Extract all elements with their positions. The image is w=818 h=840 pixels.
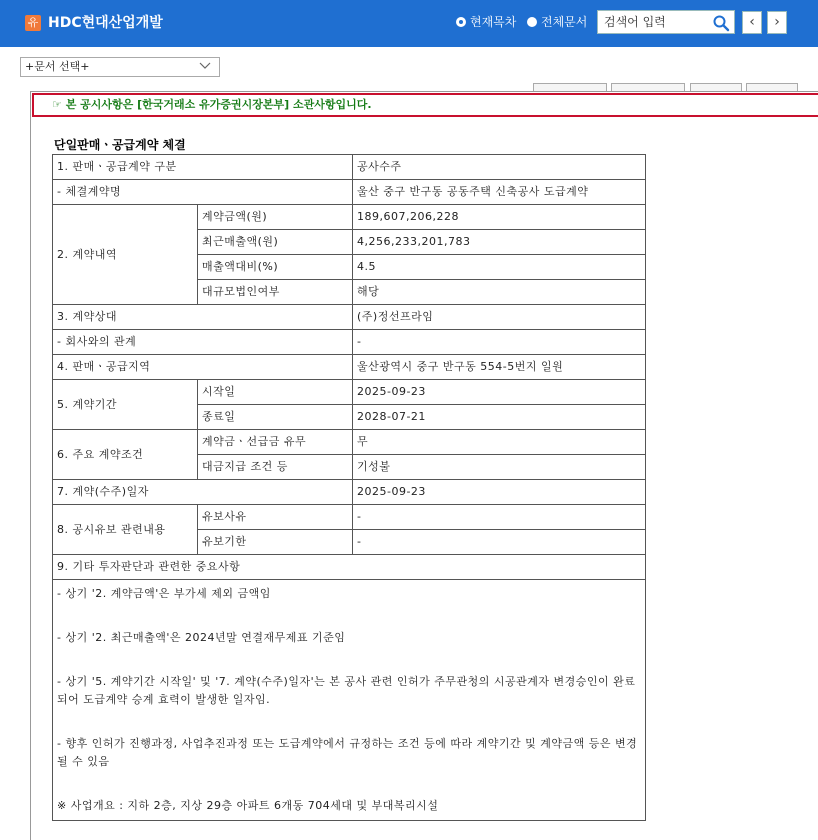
scope-all-radio[interactable] — [527, 13, 587, 30]
row-value: 울산광역시 중구 반구동 554-5번지 일원 — [353, 355, 646, 380]
row-sublabel: 계약금ㆍ선급금 유무 — [198, 430, 353, 455]
row-value: 기성불 — [353, 455, 646, 480]
table-row — [53, 305, 646, 330]
note-text: - 향후 인허가 진행과정, 사업추진과정 또는 도급계약에서 규정하는 조건 등에 따라 계약기간 및 계약금액 등은 변경될 수 있음 — [57, 737, 638, 768]
row-sublabel: 유보기한 — [198, 530, 353, 555]
table-row — [53, 155, 646, 180]
note-text: - 상기 '5. 계약기간 시작일' 및 '7. 계약(수주)일자'는 본 공사 관련 인허가 주무관청의 시공관계자 변경승인이 완료되어 도급계약 승계 효력이 발생한 일자임. — [57, 675, 636, 706]
table-row — [53, 355, 646, 380]
document-frame — [30, 91, 818, 840]
row-value: 울산 중구 반구동 공동주택 신축공사 도급계약 — [353, 180, 646, 205]
document-select[interactable] — [20, 57, 220, 77]
row-label: 1. 판매ㆍ공급계약 구분 — [53, 155, 353, 180]
note-text: - 상기 '2. 계약금액'은 부가세 제외 금액임 — [57, 587, 271, 600]
radio-selected-icon — [456, 17, 466, 27]
notes-cell — [53, 580, 646, 821]
table-row — [53, 555, 646, 580]
row-value: - — [353, 505, 646, 530]
row-sublabel: 계약금액(원) — [198, 205, 353, 230]
row-sublabel: 최근매출액(원) — [198, 230, 353, 255]
row-label: 9. 기타 투자판단과 관련한 중요사항 — [53, 555, 646, 580]
row-value: - — [353, 330, 646, 355]
scope-current-radio[interactable] — [456, 13, 516, 30]
row-value: 189,607,206,228 — [353, 205, 646, 230]
row-value: (주)정선프라임 — [353, 305, 646, 330]
company-title: HDC현대산업개발 — [48, 15, 163, 31]
row-label: 7. 계약(수주)일자 — [53, 480, 353, 505]
logo-icon: 유 — [25, 15, 41, 31]
row-label: 3. 계약상대 — [53, 305, 353, 330]
next-result-button[interactable]: › — [767, 11, 787, 34]
row-label: 4. 판매ㆍ공급지역 — [53, 355, 353, 380]
note-text: - 상기 '2. 최근매출액'은 2024년말 연결재무제표 기준임 — [57, 631, 346, 644]
table-row — [53, 580, 646, 821]
note-text: ※ 사업개요 : 지하 2층, 지상 29층 아파트 6개동 704세대 및 부대복리시설 — [57, 799, 439, 812]
disclosure-table — [52, 154, 646, 821]
table-row — [53, 205, 646, 230]
search-input[interactable] — [604, 13, 708, 31]
row-label: 2. 계약내역 — [53, 205, 198, 305]
search-box — [597, 10, 735, 34]
row-value: 2028-07-21 — [353, 405, 646, 430]
table-row — [53, 330, 646, 355]
row-sublabel: 매출액대비(%) — [198, 255, 353, 280]
chevron-down-icon — [199, 61, 211, 71]
table-row — [53, 480, 646, 505]
row-value: 2025-09-23 — [353, 480, 646, 505]
row-sublabel: 시작일 — [198, 380, 353, 405]
top-bar — [0, 0, 818, 47]
row-value: 4.5 — [353, 255, 646, 280]
scope-current-label: 현재목차 — [470, 15, 517, 29]
row-value: 2025-09-23 — [353, 380, 646, 405]
row-label: 8. 공시유보 관련내용 — [53, 505, 198, 555]
row-label: - 체결계약명 — [53, 180, 353, 205]
prev-result-button[interactable]: ‹ — [742, 11, 762, 34]
document-select-value: +문서 선택+ — [25, 60, 90, 73]
row-value: 4,256,233,201,783 — [353, 230, 646, 255]
row-label: 5. 계약기간 — [53, 380, 198, 430]
table-row — [53, 430, 646, 455]
row-sublabel: 유보사유 — [198, 505, 353, 530]
row-sublabel: 종료일 — [198, 405, 353, 430]
row-label: 6. 주요 계약조건 — [53, 430, 198, 480]
row-value: 공사수주 — [353, 155, 646, 180]
row-label: - 회사와의 관계 — [53, 330, 353, 355]
document-title: 단일판매ㆍ공급계약 체결 — [54, 138, 186, 152]
table-row — [53, 380, 646, 405]
radio-unselected-icon — [527, 17, 537, 27]
row-value: - — [353, 530, 646, 555]
table-row — [53, 505, 646, 530]
notice-banner: ☞ 본 공시사항은 [한국거래소 유가증권시장본부] 소관사항입니다. — [32, 93, 818, 117]
row-value: 해당 — [353, 280, 646, 305]
search-icon[interactable] — [712, 14, 730, 32]
row-sublabel: 대규모법인여부 — [198, 280, 353, 305]
row-sublabel: 대금지급 조건 등 — [198, 455, 353, 480]
scope-all-label: 전체문서 — [541, 15, 588, 29]
row-value: 무 — [353, 430, 646, 455]
table-row — [53, 180, 646, 205]
